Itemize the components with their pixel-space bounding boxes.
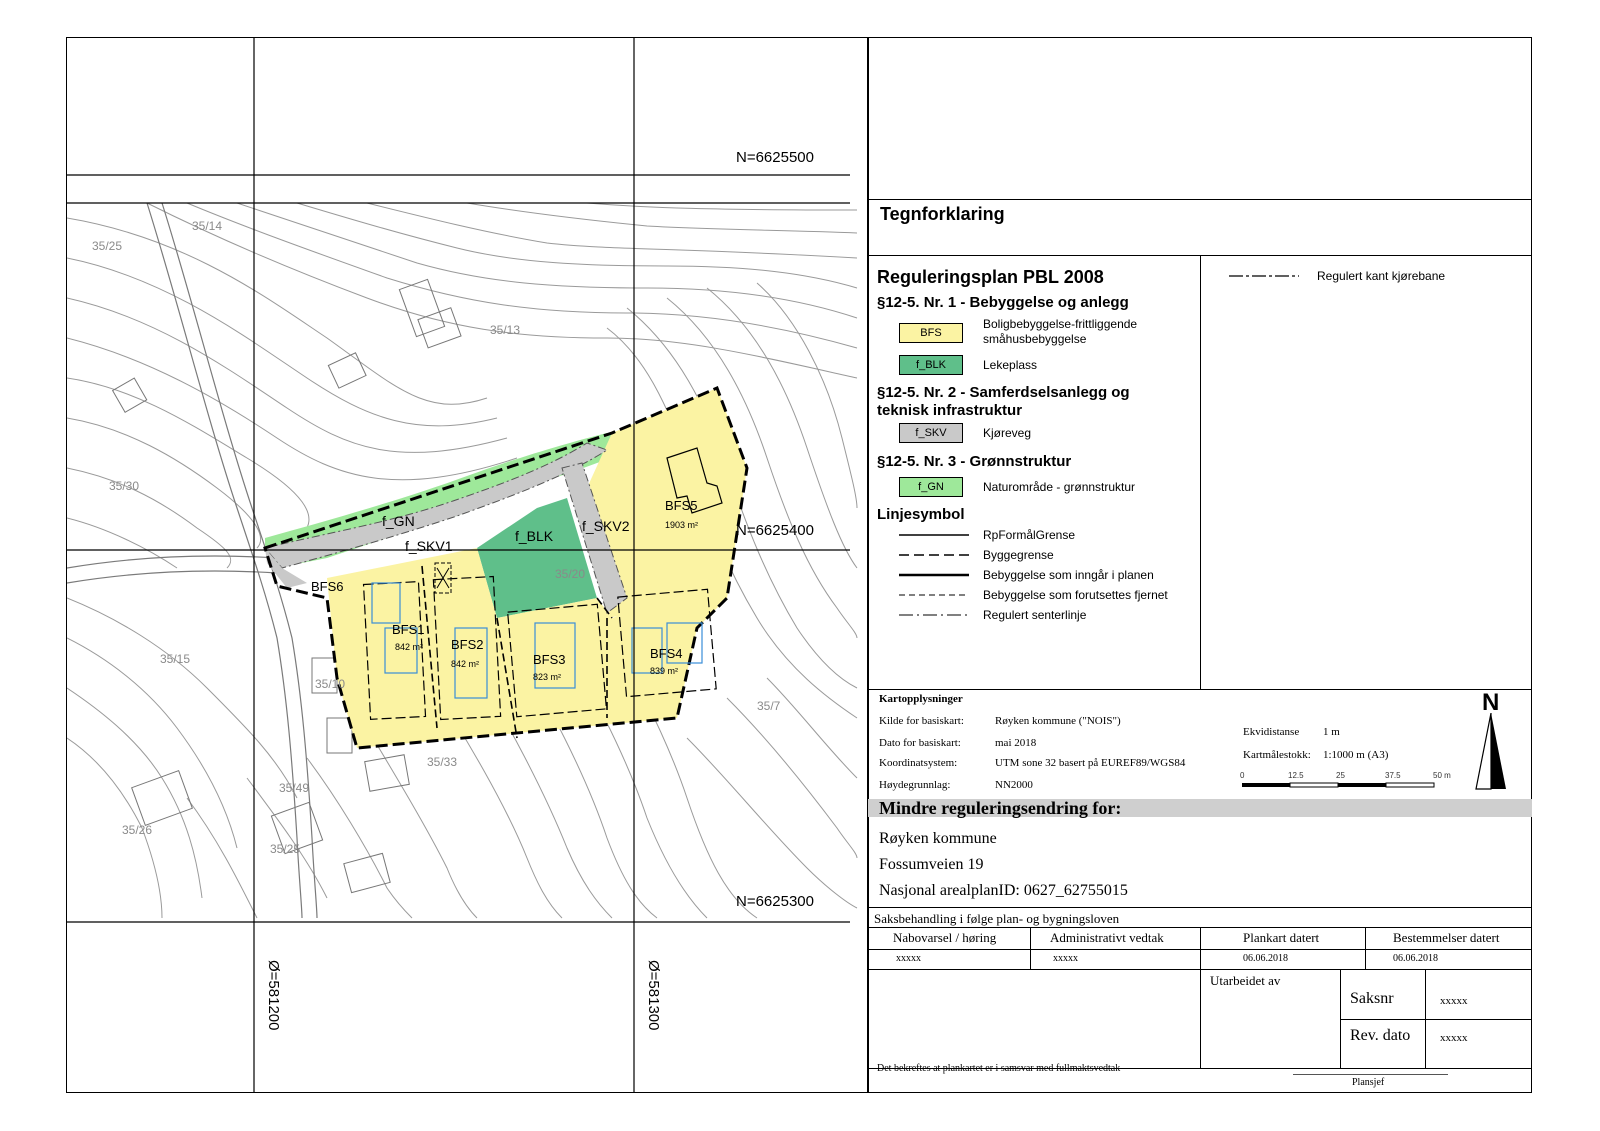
kart-koord-label: Koordinatsystem: (879, 757, 958, 769)
kart-ekvi-label: Ekvidistanse (1243, 726, 1300, 738)
swatch-bfs: BFS (899, 323, 963, 343)
coord-n-top: N=6625500 (736, 149, 814, 166)
col-adm-vedtak: Administrativt vedtak (1050, 930, 1164, 945)
col-bestemmelser: Bestemmelser datert (1393, 930, 1500, 945)
label-bfs4-area: 839 m² (650, 666, 679, 676)
legend-gn-text: Naturområde - grønnstruktur (983, 480, 1136, 494)
kart-malestokk-label: Kartmålestokk: (1243, 749, 1311, 761)
kart-hoyde-label: Høydegrunnlag: (879, 779, 951, 791)
label-f-skv1: f_SKV1 (405, 538, 453, 554)
coord-e-left: Ø=581200 (265, 960, 282, 1031)
map-legend-divider (867, 37, 869, 1093)
label-bfs2-area: 842 m² (451, 659, 480, 669)
svg-text:37.5: 37.5 (1385, 771, 1401, 780)
kart-kilde-label: Kilde for basiskart: (879, 715, 964, 727)
coord-e-right: Ø=581300 (645, 960, 662, 1031)
legend-title: Tegnforklaring (880, 204, 1005, 224)
line-label-2: Byggegrense (983, 548, 1054, 562)
svg-text:12.5: 12.5 (1288, 771, 1304, 780)
parcel-label: 35/10 (315, 677, 346, 691)
label-f-gn: f_GN (382, 513, 415, 529)
line-label-5: Regulert senterlinje (983, 608, 1087, 622)
saksnr-label: Saksnr (1350, 990, 1394, 1007)
kart-hoyde: NN2000 (995, 779, 1033, 791)
label-f-skv2: f_SKV2 (582, 518, 630, 534)
legend-skv-text: Kjøreveg (983, 426, 1032, 440)
title-address: Fossumveien 19 (879, 856, 984, 873)
north-arrow-icon (1474, 713, 1514, 793)
label-bfs5: BFS5 (665, 498, 698, 513)
title-kommune: Røyken kommune (879, 830, 997, 847)
kart-malestokk: 1:1000 m (A3) (1323, 749, 1389, 761)
label-bfs5-area: 1903 m² (665, 520, 699, 530)
revdato-label: Rev. dato (1350, 1027, 1411, 1044)
parcel-label: 35/15 (160, 652, 191, 666)
revdato-value: xxxxx (1440, 1032, 1468, 1044)
parcel-label: 35/30 (109, 479, 140, 493)
title-planid: Nasjonal arealplanID: 0627_62755015 (879, 882, 1128, 899)
val-bestemmelser: 06.06.2018 (1393, 953, 1438, 964)
section-1-heading: §12-5. Nr. 1 - Bebyggelse og anlegg (877, 294, 1129, 311)
saksbehandling-label: Saksbehandling i følge plan- og bygningsloven (874, 911, 1120, 926)
swatch-blk: f_BLK (899, 355, 963, 375)
col-plankart: Plankart datert (1243, 930, 1320, 945)
kart-kilde: Røyken kommune ("NOIS") (995, 715, 1121, 727)
val-plankart: 06.06.2018 (1243, 953, 1288, 964)
label-bfs1: BFS1 (392, 622, 425, 637)
line-label-3: Bebyggelse som inngår i planen (983, 568, 1154, 582)
line-symbol-kjorebane (1229, 269, 1304, 283)
parcel-label: 35/49 (279, 781, 310, 795)
parcel-label: 35/25 (270, 842, 301, 856)
kart-ekvi: 1 m (1323, 726, 1340, 738)
label-bfs2: BFS2 (451, 637, 484, 652)
utarbeidet-label: Utarbeidet av (1210, 973, 1281, 988)
parcel-label: 35/26 (122, 823, 153, 837)
kart-title: Kartopplysninger (879, 693, 963, 705)
val-nabovarsel: xxxxx (896, 953, 921, 964)
kart-dato: mai 2018 (995, 737, 1037, 749)
legend-bfs-text: Boligbebyggelse-frittliggende småhusbebyggelse (983, 317, 1138, 346)
parcel-label: 35/33 (427, 755, 458, 769)
line-symbols (899, 528, 979, 628)
linjesymbol-heading: Linjesymbol (877, 506, 965, 523)
bekreftes-text: Det bekreftes at plankartet er i samsvar med fullmaktsvedtak (877, 1063, 1121, 1074)
parcel-label: 35/13 (490, 323, 521, 337)
col-nabovarsel: Nabovarsel / høring (893, 930, 997, 945)
parcel-label: 35/14 (192, 219, 223, 233)
plansjef-label: Plansjef (1352, 1077, 1385, 1088)
line-label-1: RpFormålGrense (983, 528, 1076, 542)
signature-line (1293, 1074, 1448, 1075)
title-block-heading: Mindre reguleringsendring for: (879, 798, 1122, 818)
parcel-label: 35/7 (757, 699, 781, 713)
label-f-blk: f_BLK (515, 528, 554, 544)
parcel-label: 35/25 (92, 239, 123, 253)
saksnr-value: xxxxx (1440, 995, 1468, 1007)
svg-text:0: 0 (1240, 771, 1245, 780)
val-adm-vedtak: xxxxx (1053, 953, 1078, 964)
swatch-gn: f_GN (899, 477, 963, 497)
section-2-heading: §12-5. Nr. 2 - Samferdselsanlegg og teknisk infrastruktur (877, 384, 1130, 419)
section-3-heading: §12-5. Nr. 3 - Grønnstruktur (877, 453, 1072, 470)
line-label-6: Regulert kant kjørebane (1317, 269, 1446, 283)
scale-bar (1240, 769, 1455, 799)
kart-dato-label: Dato for basiskart: (879, 737, 961, 749)
label-bfs6: BFS6 (311, 579, 344, 594)
swatch-skv: f_SKV (899, 423, 963, 443)
svg-text:25: 25 (1336, 771, 1345, 780)
kart-koord: UTM sone 32 basert på EUREF89/WGS84 (995, 757, 1186, 769)
label-bfs3-area: 823 m² (533, 672, 562, 682)
coord-n-bot: N=6625300 (736, 893, 814, 910)
label-bfs3: BFS3 (533, 652, 566, 667)
svg-text:50 m: 50 m (1433, 771, 1451, 780)
coord-n-mid: N=6625400 (736, 522, 814, 539)
line-label-4: Bebyggelse som forutsettes fjernet (983, 588, 1168, 602)
label-bfs4: BFS4 (650, 646, 683, 661)
plan-title: Reguleringsplan PBL 2008 (877, 267, 1104, 287)
label-bfs1-area: 842 m² (395, 642, 424, 652)
legend-blk-text: Lekeplass (983, 358, 1038, 372)
parcel-label: 35/20 (555, 567, 586, 581)
north-label: N (1482, 689, 1500, 716)
